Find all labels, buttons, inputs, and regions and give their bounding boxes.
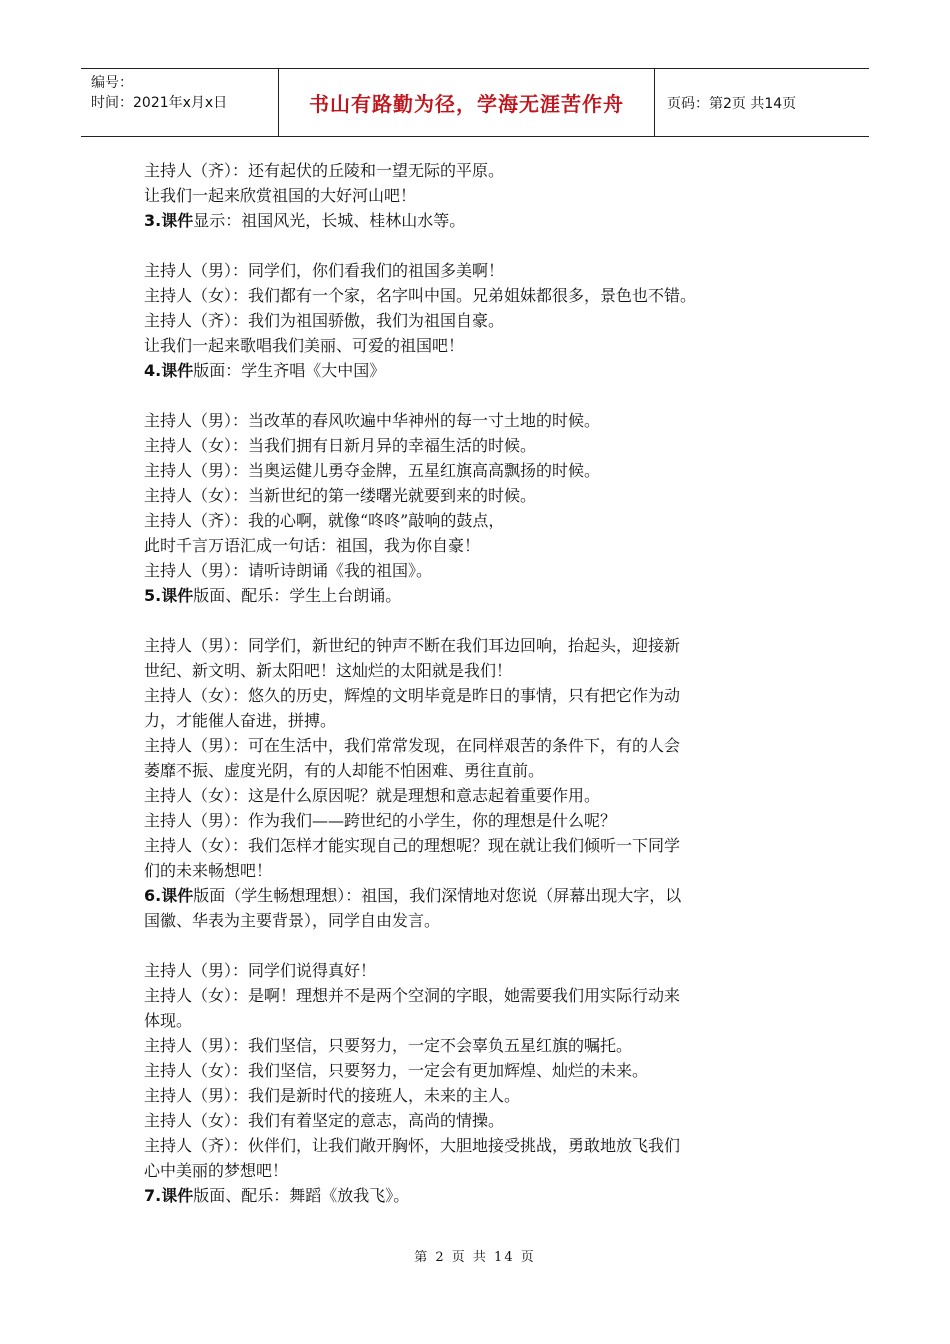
line-text: 主持人（男）：当奥运健儿勇夺金牌，五星红旗高高飘扬的时候。 — [144, 461, 601, 480]
line-text: 主持人（女）：我们坚信，只要努力，一定会有更加辉煌、灿烂的未来。 — [144, 1061, 649, 1080]
courseware-label: 4.课件 — [144, 361, 194, 380]
text-line — [144, 908, 814, 933]
line-text: 力，才能催人奋进，拼搏。 — [144, 711, 337, 730]
line-text: 主持人（女）：我们有着坚定的意志，高尚的情操。 — [144, 1111, 505, 1130]
document-header — [81, 68, 869, 137]
paragraph-gap — [144, 383, 814, 408]
text-line — [144, 333, 814, 358]
text-line — [144, 583, 814, 608]
text-line — [144, 533, 814, 558]
line-text: 主持人（女）：当新世纪的第一缕曙光就要到来的时候。 — [144, 486, 537, 505]
courseware-label: 7.课件 — [144, 1186, 194, 1205]
line-text: 主持人（女）：悠久的历史，辉煌的文明毕竟是昨日的事情，只有把它作为动 — [144, 686, 681, 705]
paragraph-gap — [144, 933, 814, 958]
text-line — [144, 708, 814, 733]
line-text: 萎靡不振、虚度光阴，有的人却能不怕困难、勇往直前。 — [144, 761, 545, 780]
courseware-label: 5.课件 — [144, 586, 194, 605]
header-motto-cell — [279, 69, 655, 136]
line-text: 主持人（男）：同学们，新世纪的钟声不断在我们耳边回响，抬起头，迎接新 — [144, 636, 681, 655]
header-page-info-cell — [655, 69, 869, 136]
line-text: 心中美丽的梦想吧！ — [144, 1161, 289, 1180]
text-line — [144, 683, 814, 708]
line-text: 版面、配乐：舞蹈《放我飞》。 — [193, 1186, 410, 1205]
text-line — [144, 1133, 814, 1158]
courseware-label: 3.课件 — [144, 211, 194, 230]
line-text: 主持人（男）：可在生活中，我们常常发现，在同样艰苦的条件下，有的人会 — [144, 736, 681, 755]
line-text: 主持人（齐）：伙伴们，让我们敞开胸怀，大胆地接受挑战，勇敢地放飞我们 — [144, 1136, 681, 1155]
text-line — [144, 808, 814, 833]
line-text: 主持人（男）：同学们，你们看我们的祖国多美啊！ — [144, 261, 505, 280]
text-line — [144, 633, 814, 658]
text-line — [144, 833, 814, 858]
text-line — [144, 883, 814, 908]
text-line — [144, 1083, 814, 1108]
text-line — [144, 308, 814, 333]
text-line — [144, 1158, 814, 1183]
text-line — [144, 208, 814, 233]
text-line — [144, 408, 814, 433]
text-line — [144, 483, 814, 508]
line-text: 主持人（男）：我们坚信，只要努力，一定不会辜负五星红旗的嘱托。 — [144, 1036, 633, 1055]
line-text: 让我们一起来欣赏祖国的大好河山吧！ — [144, 186, 417, 205]
line-text: 主持人（齐）：还有起伏的丘陵和一望无际的平原。 — [144, 161, 505, 180]
line-text: 主持人（女）：当我们拥有日新月异的幸福生活的时候。 — [144, 436, 537, 455]
line-text: 主持人（女）：我们怎样才能实现自己的理想呢？现在就让我们倾听一下同学 — [144, 836, 681, 855]
text-line — [144, 158, 814, 183]
line-text: 版面（学生畅想理想）：祖国，我们深情地对您说（屏幕出现大字，以 — [193, 886, 682, 905]
text-line — [144, 1183, 814, 1208]
paragraph-gap — [144, 233, 814, 258]
text-line — [144, 1108, 814, 1133]
line-text: 体现。 — [144, 1011, 193, 1030]
line-text: 版面：学生齐唱《大中国》 — [193, 361, 386, 380]
line-text: 主持人（女）：是啊！理想并不是两个空洞的字眼，她需要我们用实际行动来 — [144, 986, 681, 1005]
header-page-info: 页码：第2页 共14页 — [667, 95, 797, 112]
line-text: 显示：祖国风光，长城、桂林山水等。 — [193, 211, 466, 230]
document-body — [144, 158, 814, 1208]
text-line — [144, 1033, 814, 1058]
line-text: 让我们一起来歌唱我们美丽、可爱的祖国吧！ — [144, 336, 465, 355]
text-line — [144, 958, 814, 983]
text-line — [144, 358, 814, 383]
line-text: 主持人（齐）：我的心啊，就像“咚咚”敲响的鼓点， — [144, 511, 505, 530]
text-line — [144, 658, 814, 683]
text-line — [144, 1008, 814, 1033]
line-text: 主持人（女）：这是什么原因呢？就是理想和意志起着重要作用。 — [144, 786, 601, 805]
text-line — [144, 433, 814, 458]
header-date: 时间：2021年x月x日 — [91, 95, 228, 111]
page-footer: 第 2 页 共 14 页 — [414, 1250, 536, 1265]
text-line — [144, 758, 814, 783]
text-line — [144, 558, 814, 583]
line-text: 国徽、华表为主要背景），同学自由发言。 — [144, 911, 441, 930]
courseware-label: 6.课件 — [144, 886, 194, 905]
line-text: 此时千言万语汇成一句话：祖国，我为你自豪！ — [144, 536, 481, 555]
header-id-label: 编号： — [91, 75, 133, 91]
text-line — [144, 258, 814, 283]
line-text: 主持人（男）：请听诗朗诵《我的祖国》。 — [144, 561, 433, 580]
line-text: 主持人（男）：当改革的春风吹遍中华神州的每一寸土地的时候。 — [144, 411, 601, 430]
header-meta — [81, 69, 279, 136]
header-motto: 书山有路勤为径，学海无涯苦作舟 — [309, 92, 624, 116]
line-text: 主持人（齐）：我们为祖国骄傲，我们为祖国自豪。 — [144, 311, 505, 330]
text-line — [144, 783, 814, 808]
line-text: 主持人（男）：我们是新时代的接班人，未来的主人。 — [144, 1086, 521, 1105]
text-line — [144, 983, 814, 1008]
text-line — [144, 858, 814, 883]
text-line — [144, 1058, 814, 1083]
text-line — [144, 733, 814, 758]
line-text: 主持人（男）：作为我们——跨世纪的小学生，你的理想是什么呢？ — [144, 811, 617, 830]
line-text: 主持人（男）：同学们说得真好！ — [144, 961, 377, 980]
text-line — [144, 283, 814, 308]
text-line — [144, 183, 814, 208]
line-text: 主持人（女）：我们都有一个家，名字叫中国。兄弟姐妹都很多，景色也不错。 — [144, 286, 697, 305]
text-line — [144, 508, 814, 533]
line-text: 们的未来畅想吧！ — [144, 861, 273, 880]
line-text: 世纪、新文明、新太阳吧！这灿烂的太阳就是我们！ — [144, 661, 513, 680]
text-line — [144, 458, 814, 483]
line-text: 版面、配乐：学生上台朗诵。 — [193, 586, 402, 605]
paragraph-gap — [144, 608, 814, 633]
